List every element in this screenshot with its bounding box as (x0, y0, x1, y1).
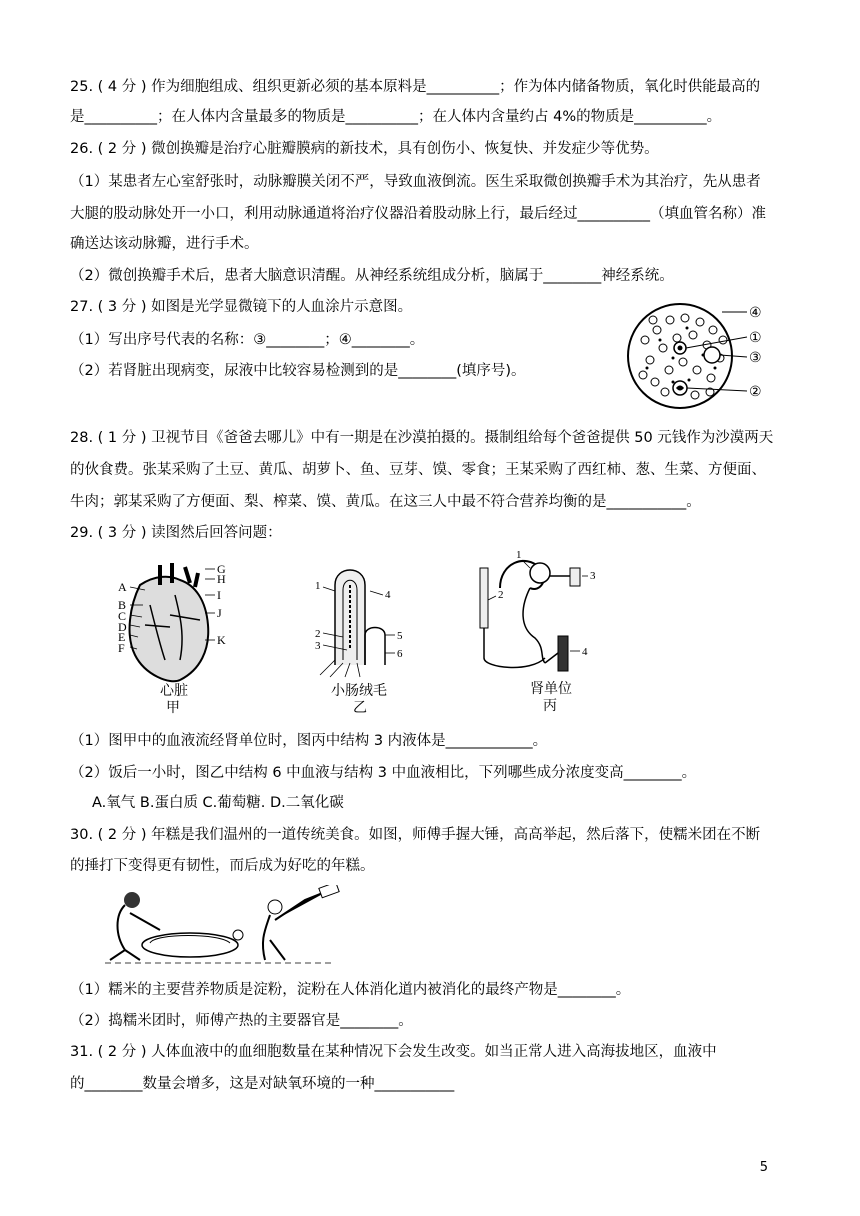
heart-letter-B: B (118, 598, 127, 612)
q26-part2: （2）微创换瓣手术后，患者大脑意识清醒。从神经系统组成分析，脑属于________神经系统。 (70, 268, 674, 284)
q29-part2: （2）饭后一小时，图乙中结构 6 中血液与结构 3 中血液相比，下列哪些成分浓度变高________。 (70, 765, 697, 781)
heart-letter-G: G (217, 562, 226, 576)
q26-part1-line1: （1）某患者左心室舒张时，动脉瓣膜关闭不严，导致血液倒流。医生采取微创换瓣手术为其治疗，先从患者 (70, 174, 761, 190)
q29-options: A.氧气 B.蛋白质 C.葡萄糖. D.二氧化碳 (92, 795, 344, 811)
heart-letter-A: A (118, 580, 127, 594)
nephron-figure (470, 548, 600, 713)
q30-line1: 30. ( 2 分 ) 年糕是我们温州的一道传统美食。如图，师傅手握大锤，高高举起，然后落下，使糯米团在不断 (70, 827, 761, 843)
q25-line2: 是__________；在人体内含量最多的物质是__________；在人体内含量约占 4%的物质是__________。 (70, 109, 722, 125)
villus-caption: 小肠绒毛 (331, 684, 387, 699)
q30-line2: 的捶打下变得更有韧性，而后成为好吃的年糕。 (70, 858, 375, 874)
heart-letter-E: E (118, 630, 126, 644)
heart-letter-H: H (217, 572, 226, 586)
heart-figure (110, 555, 240, 715)
q28-line1: 28. ( 1 分 ) 卫视节目《爸爸去哪儿》中有一期是在沙漠拍摄的。摄制组给每个爸爸提供 50 元钱作为沙漠两天 (70, 430, 774, 446)
blood-smear-figure (625, 300, 775, 415)
heart-letter-K: K (217, 633, 226, 647)
q25-line1: 25. ( 4 分 ) 作为细胞组成、组织更新必须的基本原料是__________；作为体内储备物质，氧化时供能最高的 (70, 79, 761, 95)
villus-num-1: 1 (315, 580, 321, 592)
heart-letter-I: I (217, 588, 221, 602)
heart-letter-J: J (217, 606, 222, 620)
nephron-num-2: 2 (498, 589, 504, 601)
villus-caption-letter: 乙 (353, 701, 367, 715)
q28-line3: 牛肉；郭某采购了方便面、梨、榨菜、馍、黄瓜。在这三人中最不符合营养均衡的是___________。 (70, 494, 701, 510)
heart-caption-letter: 甲 (166, 701, 180, 715)
q26-part1-line2: 大腿的股动脉处开一小口，利用动脉通道将治疗仪器沿着股动脉上行，最后经过__________（填血管名称）准 (70, 206, 766, 222)
q27-part1: （1）写出序号代表的名称：③________；④________。 (70, 332, 425, 348)
q27-stem: 27. ( 3 分 ) 如图是光学显微镜下的人血涂片示意图。 (70, 299, 413, 315)
blood-label-1: ① (749, 331, 762, 346)
q31-line1: 31. ( 2 分 ) 人体血液中的血细胞数量在某种情况下会发生改变。如当正常人进入高海拔地区，血液中 (70, 1044, 717, 1060)
heart-letter-D: D (118, 620, 127, 634)
q30-part1: （1）糯米的主要营养物质是淀粉，淀粉在人体消化道内被消化的最终产物是________。 (70, 982, 631, 998)
nephron-num-4: 4 (582, 646, 588, 658)
blood-label-3: ③ (749, 351, 762, 366)
villus-num-5: 5 (397, 630, 403, 642)
heart-caption: 心脏 (160, 684, 188, 699)
q27-part2: （2）若肾脏出现病变，尿液中比较容易检测到的是________(填序号)。 (70, 363, 526, 379)
q26-part1-line3: 确送达该动脉瓣，进行手术。 (70, 236, 259, 252)
rice-cake-pounding-illustration (100, 885, 340, 970)
q28-line2: 的伙食费。张某采购了土豆、黄瓜、胡萝卜、鱼、豆芽、馍、零食；王某采购了西红柿、葱、生菜、方便面、 (70, 462, 766, 478)
nephron-num-3: 3 (590, 570, 596, 582)
villus-num-4: 4 (385, 589, 391, 601)
page-number: 5 (759, 1160, 768, 1175)
villus-num-2: 2 (315, 628, 321, 640)
heart-letter-C: C (118, 609, 127, 623)
blood-label-2: ② (749, 385, 762, 400)
q29-part1: （1）图甲中的血液流经肾单位时，图丙中结构 3 内液体是____________。 (70, 733, 548, 749)
nephron-num-1: 1 (516, 549, 522, 561)
q29-stem: 29. ( 3 分 ) 读图然后回答问题： (70, 525, 282, 541)
villus-num-3: 3 (315, 640, 321, 652)
villus-figure (305, 555, 415, 715)
nephron-caption: 肾单位 (530, 682, 572, 697)
q26-stem: 26. ( 2 分 ) 微创换瓣是治疗心脏瓣膜病的新技术，具有创伤小、恢复快、并发症少等优势。 (70, 141, 659, 157)
villus-num-6: 6 (397, 648, 403, 660)
q30-part2: （2）捣糯米团时，师傅产热的主要器官是________。 (70, 1013, 413, 1029)
blood-label-4: ④ (749, 306, 762, 321)
nephron-caption-letter: 丙 (543, 699, 557, 713)
heart-letter-F: F (118, 641, 125, 655)
q31-line2: 的________数量会增多，这是对缺氧环境的一种___________ (70, 1076, 455, 1092)
